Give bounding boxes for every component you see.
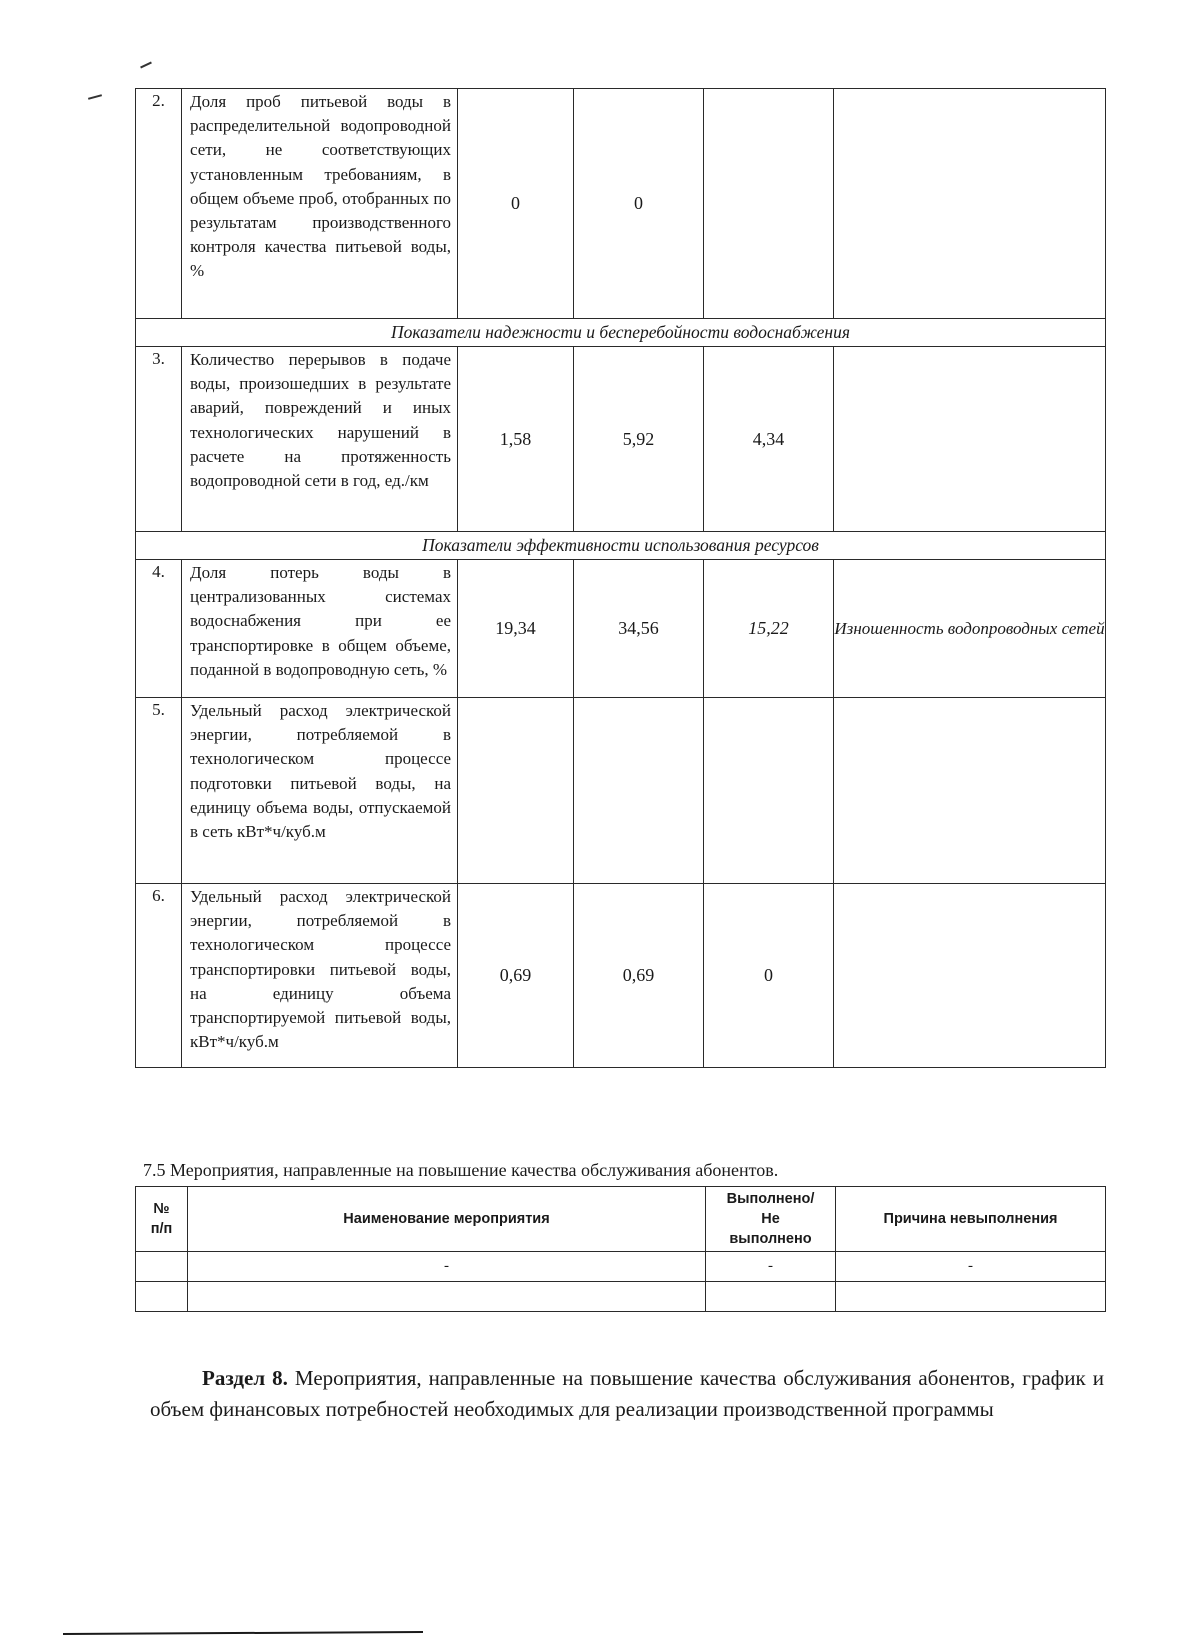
reason-cell <box>834 89 1106 319</box>
scan-mark <box>88 94 102 100</box>
value-cell-2 <box>574 698 704 884</box>
section-title: Показатели надежности и бесперебойности водоснабжения <box>136 319 1106 347</box>
row-number: 2. <box>136 89 182 319</box>
value-cell-3: 0 <box>704 884 834 1068</box>
indicators-table <box>135 88 1106 1068</box>
table-row <box>136 89 1106 319</box>
events-header-num: № п/п <box>136 1187 188 1252</box>
table-row <box>136 884 1106 1068</box>
row-number: 6. <box>136 884 182 1068</box>
events-cell-done: - <box>706 1252 836 1282</box>
events-header-reason: Причина невыполнения <box>836 1187 1106 1252</box>
indicator-name: Доля потерь воды в централизованных системах водоснабжения при ее транспортировке в общем объеме, поданной в водопроводную сеть, % <box>182 560 458 698</box>
events-table <box>135 1186 1106 1312</box>
value-cell-1: 19,34 <box>458 560 574 698</box>
row-number: 5. <box>136 698 182 884</box>
events-cell-name: - <box>188 1252 706 1282</box>
reason-cell <box>834 698 1106 884</box>
value-cell-1 <box>458 698 574 884</box>
value-cell-3 <box>704 89 834 319</box>
scan-mark <box>140 62 152 69</box>
footer-rule <box>63 1631 423 1635</box>
value-cell-2: 34,56 <box>574 560 704 698</box>
indicator-name: Удельный расход электрической энергии, потребляемой в технологическом процессе транспортировки питьевой воды, на единицу объема транспортируемой питьевой воды, кВт*ч/куб.м <box>182 884 458 1068</box>
row-number: 4. <box>136 560 182 698</box>
events-cell-reason: - <box>836 1252 1106 1282</box>
events-header-done: Выполнено/ Не выполнено <box>706 1187 836 1252</box>
value-cell-3 <box>704 698 834 884</box>
value-cell-2: 5,92 <box>574 347 704 532</box>
section-header-row <box>136 532 1106 560</box>
section-header-row <box>136 319 1106 347</box>
section-title: Показатели эффективности использования ресурсов <box>136 532 1106 560</box>
events-cell-reason <box>836 1282 1106 1312</box>
events-header-name: Наименование мероприятия <box>188 1187 706 1252</box>
indicator-name: Удельный расход электрической энергии, потребляемой в технологическом процессе подготовки питьевой воды, на единицу объема воды, отпускаемой в сеть кВт*ч/куб.м <box>182 698 458 884</box>
value-cell-2: 0 <box>574 89 704 319</box>
table-row <box>136 1252 1106 1282</box>
events-header-row <box>136 1187 1106 1252</box>
events-cell-name <box>188 1282 706 1312</box>
reason-cell: Изношенность водопроводных сетей <box>834 560 1106 698</box>
value-cell-1: 0 <box>458 89 574 319</box>
table-row <box>136 560 1106 698</box>
table-row <box>136 347 1106 532</box>
events-cell-done <box>706 1282 836 1312</box>
value-cell-2: 0,69 <box>574 884 704 1068</box>
section-8-paragraph <box>150 1363 1104 1425</box>
indicator-name: Количество перерывов в подаче воды, произошедших в результате аварий, повреждений и иных технологических нарушений в расчете на протяженность водопроводной сети в год, ед./км <box>182 347 458 532</box>
value-cell-3: 4,34 <box>704 347 834 532</box>
subsection-heading: 7.5 Мероприятия, направленные на повышение качества обслуживания абонентов. <box>143 1160 779 1180</box>
indicator-name: Доля проб питьевой воды в распределительной водопроводной сети, не соответствующих установленным требованиям, в общем объеме проб, отобранных по результатам производственного контроля качества питьевой воды, % <box>182 89 458 319</box>
value-cell-1: 1,58 <box>458 347 574 532</box>
reason-cell <box>834 347 1106 532</box>
table-row <box>136 1282 1106 1312</box>
value-cell-1: 0,69 <box>458 884 574 1068</box>
reason-cell <box>834 884 1106 1068</box>
section-8-label: Раздел 8. <box>202 1366 288 1390</box>
events-cell-num <box>136 1282 188 1312</box>
section-8-text: Мероприятия, направленные на повышение качества обслуживания абонентов, график и объем финансовых потребностей необходимых для реализации производственной программы <box>150 1366 1105 1421</box>
table-row <box>136 698 1106 884</box>
row-number: 3. <box>136 347 182 532</box>
events-cell-num <box>136 1252 188 1282</box>
value-cell-3: 15,22 <box>704 560 834 698</box>
